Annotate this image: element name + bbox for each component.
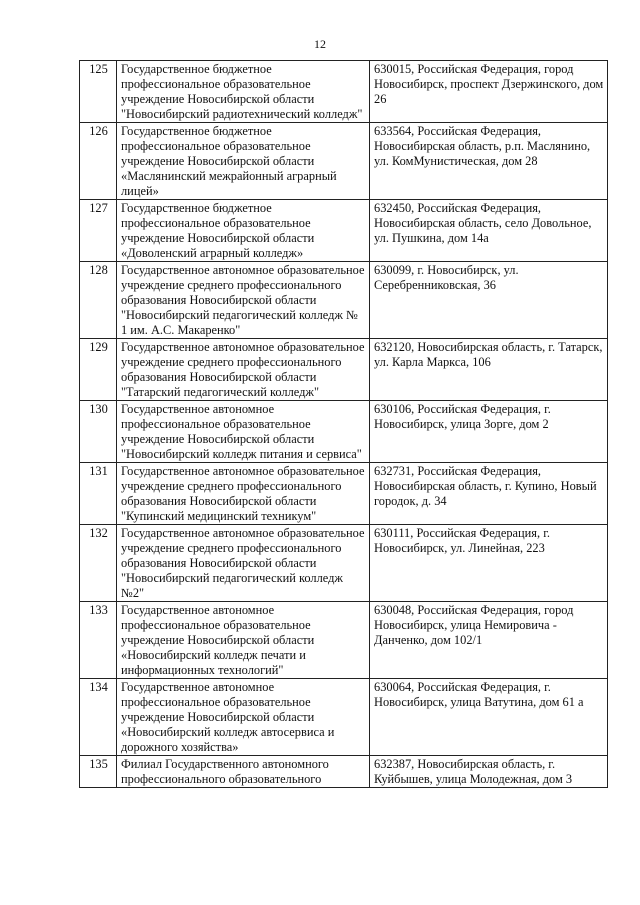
institution-name-cell: Государственное автономное профессиональное образовательное учреждение Новосибирской области «Новосибирский колледж автосервиса и дорожного хозяйства» — [117, 679, 370, 756]
row-number-cell: 128 — [80, 262, 117, 339]
table-row — [80, 463, 608, 525]
institution-name-cell: Государственное бюджетное профессиональное образовательное учреждение Новосибирской области «Маслянинский межрайонный аграрный лицей» — [117, 123, 370, 200]
row-number-cell: 134 — [80, 679, 117, 756]
row-number-cell: 130 — [80, 401, 117, 463]
row-number-cell: 132 — [80, 525, 117, 602]
address-cell: 632731, Российская Федерация, Новосибирская область, г. Купино, Новый городок, д. 34 — [370, 463, 608, 525]
institution-name-cell: Государственное бюджетное профессиональное образовательное учреждение Новосибирской области «Доволенский аграрный колледж» — [117, 200, 370, 262]
row-number-cell: 126 — [80, 123, 117, 200]
address-cell: 630015, Российская Федерация, город Новосибирск, проспект Дзержинского, дом 26 — [370, 61, 608, 123]
table-row — [80, 262, 608, 339]
table-row — [80, 525, 608, 602]
institution-name-cell: Государственное автономное образовательное учреждение среднего профессионального образования Новосибирской области "Новосибирский педагогический колледж №2" — [117, 525, 370, 602]
institutions-table — [79, 60, 608, 788]
address-cell: 632120, Новосибирская область, г. Татарск, ул. Карла Маркса, 106 — [370, 339, 608, 401]
row-number-cell: 125 — [80, 61, 117, 123]
institution-name-cell: Государственное автономное профессиональное образовательное учреждение Новосибирской области «Новосибирский колледж печати и информационных технологий" — [117, 602, 370, 679]
address-cell: 630048, Российская Федерация, город Новосибирск, улица Немировича - Данченко, дом 102/1 — [370, 602, 608, 679]
institution-name-cell: Государственное автономное образовательное учреждение среднего профессионального образования Новосибирской области "Купинский медицинский техникум" — [117, 463, 370, 525]
table-row — [80, 602, 608, 679]
address-cell: 630111, Российская Федерация, г. Новосибирск, ул. Линейная, 223 — [370, 525, 608, 602]
row-number-cell: 127 — [80, 200, 117, 262]
institution-name-cell: Государственное автономное образовательное учреждение среднего профессионального образования Новосибирской области "Татарский педагогический колледж" — [117, 339, 370, 401]
row-number-cell: 133 — [80, 602, 117, 679]
address-cell: 632450, Российская Федерация, Новосибирская область, село Довольное, ул. Пушкина, дом 14а — [370, 200, 608, 262]
table-body — [80, 61, 608, 788]
institution-name-cell: Государственное бюджетное профессиональное образовательное учреждение Новосибирской области "Новосибирский радиотехнический колледж" — [117, 61, 370, 123]
table-row — [80, 200, 608, 262]
address-cell: 630099, г. Новосибирск, ул. Серебренниковская, 36 — [370, 262, 608, 339]
table-row — [80, 679, 608, 756]
page-number: 12 — [314, 37, 326, 51]
address-cell: 633564, Российская Федерация, Новосибирская область, р.п. Маслянино, ул. КомМунистическая, дом 28 — [370, 123, 608, 200]
institution-name-cell: Государственное автономное образовательное учреждение среднего профессионального образования Новосибирской области "Новосибирский педагогический колледж № 1 им. А.С. Макаренко" — [117, 262, 370, 339]
table-row — [80, 123, 608, 200]
row-number-cell: 131 — [80, 463, 117, 525]
address-cell: 630106, Российская Федерация, г. Новосибирск, улица Зорге, дом 2 — [370, 401, 608, 463]
address-cell: 632387, Новосибирская область, г. Куйбышев, улица Молодежная, дом 3 — [370, 756, 608, 788]
institution-name-cell: Филиал Государственного автономного профессионального образовательного — [117, 756, 370, 788]
table-row — [80, 401, 608, 463]
row-number-cell: 135 — [80, 756, 117, 788]
table-row — [80, 756, 608, 788]
table-row — [80, 339, 608, 401]
row-number-cell: 129 — [80, 339, 117, 401]
address-cell: 630064, Российская Федерация, г. Новосибирск, улица Ватутина, дом 61 а — [370, 679, 608, 756]
table-row — [80, 61, 608, 123]
institution-name-cell: Государственное автономное профессиональное образовательное учреждение Новосибирской области "Новосибирский колледж питания и сервиса" — [117, 401, 370, 463]
